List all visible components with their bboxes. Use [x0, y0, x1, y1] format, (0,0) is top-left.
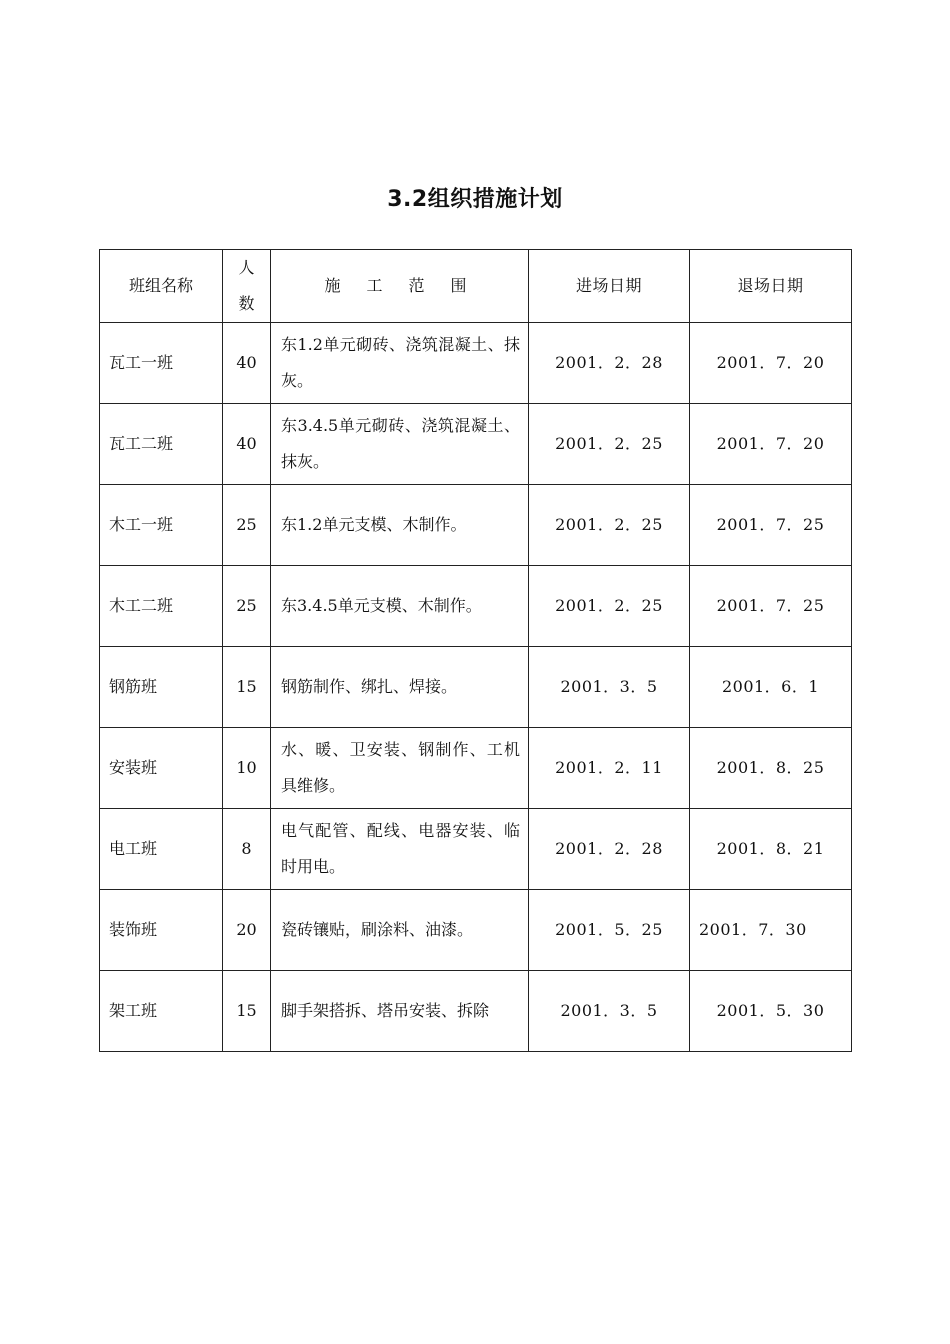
team-name: 木工一班 — [100, 485, 223, 566]
entry-date: 2001．2．25 — [529, 485, 690, 566]
exit-date: 2001．8．21 — [690, 809, 852, 890]
table-row — [100, 404, 852, 485]
organization-plan-table — [99, 249, 852, 1052]
exit-date: 2001．7．30 — [690, 890, 852, 971]
exit-date: 2001．5．30 — [690, 971, 852, 1052]
header-entry-date: 进场日期 — [529, 250, 690, 323]
exit-date: 2001．7．20 — [690, 323, 852, 404]
entry-date: 2001．3．5 — [529, 647, 690, 728]
headcount: 15 — [223, 647, 271, 728]
work-scope: 电气配管、配线、电器安装、临时用电。 — [271, 809, 529, 890]
headcount: 40 — [223, 404, 271, 485]
team-name: 钢筋班 — [100, 647, 223, 728]
team-name: 装饰班 — [100, 890, 223, 971]
table-row — [100, 566, 852, 647]
exit-date: 2001．8．25 — [690, 728, 852, 809]
work-scope: 东1.2单元砌砖、浇筑混凝土、抹灰。 — [271, 323, 529, 404]
table-header-row — [100, 250, 852, 323]
header-headcount — [223, 250, 271, 323]
table-row — [100, 323, 852, 404]
header-headcount-line2: 数 — [238, 294, 255, 313]
team-name: 架工班 — [100, 971, 223, 1052]
entry-date: 2001．2．25 — [529, 404, 690, 485]
headcount: 40 — [223, 323, 271, 404]
headcount: 25 — [223, 485, 271, 566]
table-row — [100, 971, 852, 1052]
table-row — [100, 809, 852, 890]
team-name: 电工班 — [100, 809, 223, 890]
team-name: 瓦工二班 — [100, 404, 223, 485]
entry-date: 2001．2．25 — [529, 566, 690, 647]
entry-date: 2001．3．5 — [529, 971, 690, 1052]
headcount: 10 — [223, 728, 271, 809]
work-scope: 钢筋制作、绑扎、焊接。 — [271, 647, 529, 728]
team-name: 安装班 — [100, 728, 223, 809]
headcount: 20 — [223, 890, 271, 971]
exit-date: 2001．7．20 — [690, 404, 852, 485]
work-scope: 东3.4.5单元支模、木制作。 — [271, 566, 529, 647]
team-name: 瓦工一班 — [100, 323, 223, 404]
headcount: 8 — [223, 809, 271, 890]
page-title: 3.2组织措施计划 — [387, 187, 563, 212]
table-row — [100, 485, 852, 566]
table-row — [100, 647, 852, 728]
work-scope: 脚手架搭拆、塔吊安装、拆除 — [271, 971, 529, 1052]
exit-date: 2001．6．1 — [690, 647, 852, 728]
exit-date: 2001．7．25 — [690, 485, 852, 566]
exit-date: 2001．7．25 — [690, 566, 852, 647]
headcount: 25 — [223, 566, 271, 647]
entry-date: 2001．2．28 — [529, 809, 690, 890]
header-headcount-line1: 人 — [238, 258, 255, 277]
table-row — [100, 728, 852, 809]
work-scope: 水、暖、卫安装、钢制作、工机具维修。 — [271, 728, 529, 809]
table-row — [100, 890, 852, 971]
team-name: 木工二班 — [100, 566, 223, 647]
header-exit-date: 退场日期 — [690, 250, 852, 323]
headcount: 15 — [223, 971, 271, 1052]
header-work-scope: 施工范围 — [271, 250, 529, 323]
work-scope: 东3.4.5单元砌砖、浇筑混凝土、抹灰。 — [271, 404, 529, 485]
entry-date: 2001．2．28 — [529, 323, 690, 404]
entry-date: 2001．2．11 — [529, 728, 690, 809]
entry-date: 2001．5．25 — [529, 890, 690, 971]
work-scope: 东1.2单元支模、木制作。 — [271, 485, 529, 566]
work-scope: 瓷砖镶贴，刷涂料、油漆。 — [271, 890, 529, 971]
header-team-name: 班组名称 — [100, 250, 223, 323]
